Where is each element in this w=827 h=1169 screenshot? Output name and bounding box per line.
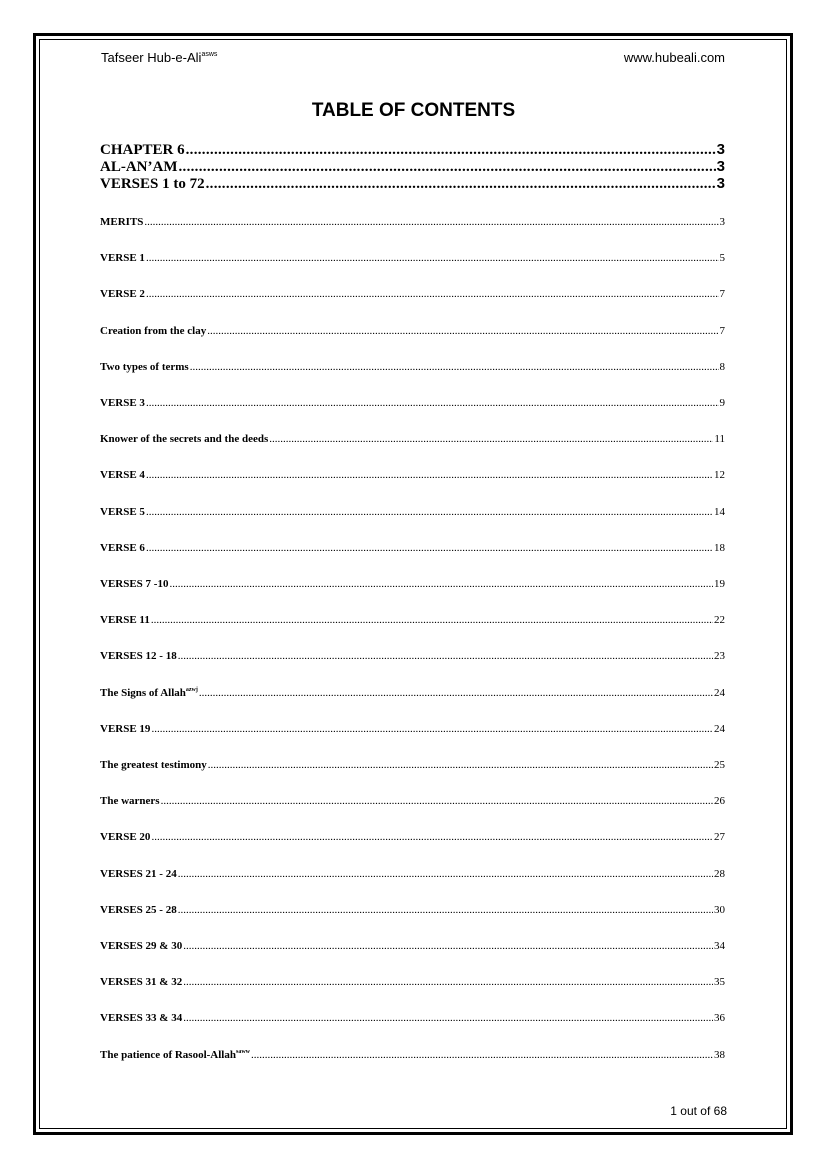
toc-entry-label	[100, 361, 189, 373]
toc-entry[interactable]	[100, 325, 725, 337]
toc-entry-label-text: VERSE 20	[100, 831, 151, 843]
toc-leader-dots	[178, 650, 713, 662]
toc-title: TABLE OF CONTENTS	[311, 100, 516, 121]
header-website[interactable]: www.hubeali.com	[623, 50, 725, 65]
toc-entry-page: 11	[714, 433, 725, 445]
page-indicator: 1 out of 68	[670, 1104, 727, 1118]
toc-entry[interactable]	[100, 158, 725, 176]
toc-entry[interactable]	[100, 759, 725, 771]
toc-leader-dots	[269, 433, 713, 445]
toc-leader-dots	[178, 904, 713, 916]
toc-entry-page: 9	[719, 397, 725, 409]
toc-entry-page: 14	[714, 506, 725, 518]
toc-entry-label	[100, 142, 185, 159]
toc-entry[interactable]	[100, 976, 725, 988]
toc-entry-label-text: Knower of the secrets and the deeds	[100, 433, 269, 445]
toc-leader-dots	[146, 288, 719, 300]
toc-entry[interactable]	[100, 868, 725, 880]
toc-leader-dots	[151, 723, 713, 735]
toc-leader-dots	[146, 252, 719, 264]
toc-entry-page: 18	[714, 542, 725, 554]
toc-entry-label	[100, 506, 145, 518]
toc-entry-page: 24	[714, 687, 725, 699]
toc-entry[interactable]	[100, 252, 725, 264]
toc-leader-dots	[146, 506, 713, 518]
header-title-text: Tafseer Hub-e-Ali	[101, 50, 202, 65]
toc-entry-label	[100, 397, 145, 409]
toc-entry-label-text: AL-AN’AM	[100, 159, 178, 175]
toc-entry-page: 38	[714, 1049, 725, 1061]
toc-entry-label-text: VERSES 25 - 28	[100, 904, 177, 916]
toc-entry-label-text: The warners	[100, 795, 160, 807]
toc-entry-label-text: VERSES 1 to 72	[100, 176, 205, 192]
toc-leader-dots	[146, 397, 719, 409]
toc-leader-dots	[199, 687, 713, 699]
toc-entry-label	[100, 831, 150, 843]
toc-leader-dots	[144, 216, 718, 228]
toc-entry-page: 7	[719, 325, 725, 337]
toc-leader-dots	[146, 542, 713, 554]
toc-entry[interactable]	[100, 542, 725, 554]
toc-leader-dots	[186, 142, 716, 159]
toc-entry-page: 26	[714, 795, 725, 807]
toc-entry-page: 12	[714, 469, 725, 481]
toc-entry-page: 22	[714, 614, 725, 626]
toc-entry-label	[100, 1049, 250, 1061]
toc-entry-page: 3	[716, 175, 725, 192]
toc-entry-page: 3	[716, 158, 725, 175]
toc-entry-page: 19	[714, 578, 725, 590]
toc-entry-label-text: VERSES 21 - 24	[100, 868, 177, 880]
toc-entry-label-text: VERSES 29 & 30	[100, 940, 183, 952]
toc-entry-label	[100, 976, 182, 988]
toc-entry-label-text: VERSES 12 - 18	[100, 650, 177, 662]
toc-entry[interactable]	[100, 614, 725, 626]
toc-leader-dots	[190, 361, 719, 373]
toc-entry-page: 23	[714, 650, 725, 662]
toc-entry-label-text: The greatest testimony	[100, 759, 207, 771]
toc-leader-dots	[206, 176, 716, 193]
header-title	[101, 50, 217, 65]
toc-entry-label-text: MERITS	[100, 216, 144, 228]
toc-leader-dots	[183, 940, 713, 952]
toc-entry-page: 35	[714, 976, 725, 988]
toc-leader-dots	[151, 831, 713, 843]
toc-entry[interactable]	[100, 506, 725, 518]
toc-entry-label-text: VERSES 7 -10	[100, 578, 169, 590]
toc-entry-label-text: VERSES 31 & 32	[100, 976, 183, 988]
toc-leader-dots	[183, 976, 713, 988]
toc-entry[interactable]	[100, 288, 725, 300]
toc-entry-label	[100, 578, 168, 590]
toc-entry-label	[100, 795, 160, 807]
toc-entry-label	[100, 868, 177, 880]
toc-entry-page: 36	[714, 1012, 725, 1024]
toc-entry[interactable]	[100, 940, 725, 952]
toc-entry[interactable]	[100, 1049, 725, 1061]
toc-leader-dots	[207, 325, 718, 337]
toc-entry-label-text: Two types of terms	[100, 361, 189, 373]
toc-entry-label	[100, 723, 150, 735]
toc-entry-label	[100, 469, 145, 481]
toc-leader-dots	[146, 469, 713, 481]
toc-leader-dots	[178, 159, 715, 176]
toc-leader-dots	[151, 614, 713, 626]
toc-entry-label-text: The Signs of Allah	[100, 687, 186, 699]
toc-entry-page: 28	[714, 868, 725, 880]
toc-entry[interactable]	[100, 175, 725, 193]
toc-entry-label-text: VERSE 5	[100, 506, 145, 518]
toc-leader-dots	[183, 1012, 713, 1024]
toc-entry-label	[100, 542, 145, 554]
toc-entry[interactable]	[100, 723, 725, 735]
toc-entry-page: 3	[716, 141, 725, 158]
toc-entry-label	[100, 687, 198, 699]
toc-entry-superscript: azwj	[185, 687, 198, 693]
toc-entry-page: 24	[714, 723, 725, 735]
toc-leader-dots	[169, 578, 713, 590]
toc-entry-label	[100, 216, 143, 228]
toc-entry-label-text: VERSES 33 & 34	[100, 1012, 183, 1024]
toc-entry-label-text: VERSE 4	[100, 469, 145, 481]
toc-entry-label-text: VERSE 6	[100, 542, 145, 554]
toc-entry-label-text: VERSE 2	[100, 288, 145, 300]
toc-entry-page: 34	[714, 940, 725, 952]
toc-entry-label	[100, 614, 150, 626]
toc-entry-label	[100, 940, 182, 952]
toc-entry[interactable]	[100, 687, 725, 699]
toc-entry-label-text: VERSE 3	[100, 397, 145, 409]
toc-entry-label-text: CHAPTER 6	[100, 142, 185, 158]
toc-entry-label-text: VERSE 11	[100, 614, 150, 626]
toc-entry-page: 7	[719, 288, 725, 300]
toc-entry-label	[100, 759, 207, 771]
toc-entry[interactable]	[100, 1012, 725, 1024]
toc-entry-label	[100, 288, 145, 300]
toc-entry-label	[100, 252, 145, 264]
toc-entry-label	[100, 159, 177, 176]
toc-entry[interactable]	[100, 361, 725, 373]
toc-entry[interactable]	[100, 904, 725, 916]
toc-entry[interactable]	[100, 397, 725, 409]
toc-leader-dots	[161, 795, 713, 807]
toc-entry-page: 5	[719, 252, 725, 264]
toc-entry[interactable]	[100, 216, 725, 228]
toc-leader-dots	[251, 1049, 713, 1061]
toc-entry[interactable]	[100, 795, 725, 807]
toc-entry[interactable]	[100, 469, 725, 481]
toc-entry-superscript: saww	[235, 1049, 250, 1055]
toc-entry[interactable]	[100, 578, 725, 590]
toc-entry-label-text: VERSE 1	[100, 252, 145, 264]
toc-entry-page: 30	[714, 904, 725, 916]
toc-leader-dots	[178, 868, 713, 880]
toc-entry[interactable]	[100, 433, 725, 445]
toc-entry-label	[100, 650, 177, 662]
toc-entry-label-text: VERSE 19	[100, 723, 151, 735]
toc-entry-label	[100, 1012, 182, 1024]
toc-entry-page: 25	[714, 759, 725, 771]
toc-entry[interactable]	[100, 650, 725, 662]
toc-entry-label	[100, 176, 205, 193]
toc-entry-label	[100, 433, 268, 445]
toc-entry-page: 8	[719, 361, 725, 373]
toc-entry[interactable]	[100, 831, 725, 843]
toc-entry-page: 3	[719, 216, 725, 228]
toc-entry-label-text: The patience of Rasool-Allah	[100, 1049, 236, 1061]
toc-entry[interactable]	[100, 141, 725, 159]
toc-entry-label-text: Creation from the clay	[100, 325, 207, 337]
toc-entry-label	[100, 904, 177, 916]
toc-entry-label	[100, 325, 206, 337]
toc-leader-dots	[208, 759, 713, 771]
header-title-superscript: asws	[201, 51, 218, 58]
toc-entry-page: 27	[714, 831, 725, 843]
